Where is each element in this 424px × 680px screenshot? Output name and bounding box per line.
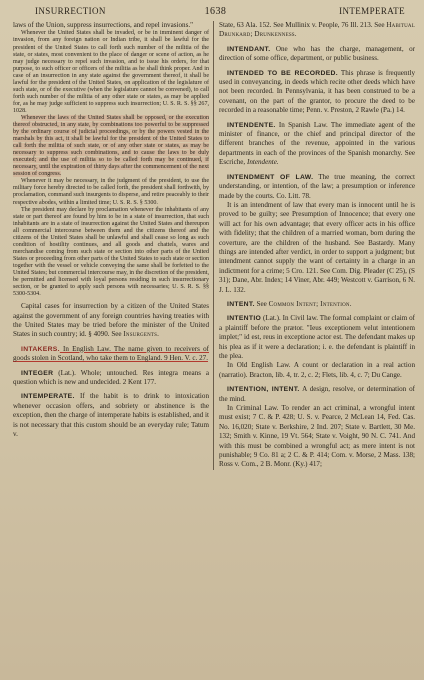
- entry-intentio: [219, 314, 415, 361]
- headword-intendant: INTENDANT.: [227, 45, 271, 53]
- entry-intendente: [219, 121, 415, 168]
- highlighted-statute-text: Whenever the laws of the United States shall be opposed, or the execution thereof obstructed, in any state, by combinations too powerful to be suppressed by the ordinary course of judicial proceedings, or by the powers vested in the marshals by this act, it shall be lawful for the president of the United States to call forth the militia of such state, or of any other state or states, as may be necessary to suppress such combinations, and to cause the laws to be duly executed; and the use of militia so to be called forth may be continued, if necessary, until the expiration of thirty days after the commencement of the next session of congress.: [13, 114, 209, 178]
- headword-intendente: INTENDENTE.: [227, 121, 276, 129]
- intendente-italic-ref: Intendente.: [246, 158, 279, 167]
- cross-ref-drunkenness: Drunkenness.: [254, 30, 297, 39]
- intended-definition: This phrase is frequently used in conveyancing, in deeds which recite other deeds which have not been recorded. In Pennsylvania, it has been construed to be a covenant, on the part of the grantor, to procure the deed to be recorded in a reasonable time; Penn. v. Preston, 2 Rawle (Pa.) 14.: [219, 68, 415, 115]
- entry-intakers: [13, 345, 209, 364]
- intentio-lang: (Lat.).: [261, 314, 281, 323]
- statute-para-commerce: The president may declare by proclamation whenever the inhabitants of any state or part thereof are found by him to be in a state of insurrection, that such inhabitants are in a state of insurrection against the United States and thereupon all commercial intercourse between them and the citizens thereof and the citizens of the United States shall be unlawful and shall cease so long as such condition of hostility continues, and all goods and chattels, wares and merchandise coming from such state or section into other parts of the United States or proceeding from other parts of the United States to such state or section together with the vessel or vehicle conveying the same shall be forfeited to the United States; but commercial intercourse may, in the discretion of the president, be permitted and licensed with loyal persons residing in such insurrectionary section, or be granted to apply such persons with necessaries; U. S. R. S. §§ 5300-5304.: [13, 206, 209, 298]
- running-head: [13, 6, 415, 19]
- entry-intemperate: [13, 392, 209, 439]
- two-column-body: [13, 21, 415, 470]
- intakers-definition: In English Law. The name given to receivers of goods stolen in Scotland, who take them to England. 9 Hen. V. c. 27.: [13, 344, 209, 363]
- right-column: [214, 21, 415, 470]
- left-column: [13, 21, 214, 470]
- cross-ref-habitual-drunkard: Habitual Drunkard;: [219, 21, 415, 39]
- header-right-word: INTEMPERATE: [339, 6, 405, 16]
- intention-para-2: In Criminal Law. To render an act criminal, a wrongful intent must exist; 7 C. & P. 428; U. S. v. Pearce, 2 McLean 14, Fed. Cas. No. 16,020; State v. Berkshire, 2 Ind. 207; State v. Bartlett, 30 Me. 132; Smith v. Kinne, 19 Vt. 564; State v. Voight, 90 N. C. 741. And with this must be combined a wrongful act; as mere intent is not punishable; 9 Co. 81 a; 2 C. & P. 414; Com. v. Morse, 2 Mass. 138; Ross v. Com., 2 B. Monr. (Ky.) 417;: [219, 404, 415, 469]
- intent-see: See: [254, 299, 269, 308]
- headword-intemperate: INTEMPERATE.: [21, 393, 75, 401]
- intendment-definition: The true meaning, the correct understanding, or intention, of the law; a presumption or inference made by the courts. Co. Litt. 78.: [219, 172, 415, 200]
- capital-cases-text: Capital cases for insurrection by a citizen of the United States against the government of any foreign countries having treaties with the United States may be tried before the minister of the United States in such country; id. § 4090. See: [13, 302, 209, 339]
- entry-integer: [13, 369, 209, 388]
- headword-integer: INTEGER: [21, 369, 54, 377]
- continuation-text: State, 63 Ala. 152. See Mullinix v. People, 76 Ill. 213. See: [219, 21, 387, 29]
- statute-para-invasion: Whenever the United States shall be invaded, or be in imminent danger of invasion, from any foreign nation or Indian tribe, it shall be lawful for the president of the United States to call forth such number of the militia of the state, or states, most convenient to the place of danger or scene of action, as he may judge necessary to repel such invasion, and to issue his orders, for that purpose, to such officer or officers of the militia as he shall think proper. And in case of an insurrection in any state against the government thereof, it shall be lawful for the president of the United States, on application of the legislature of such state, or of the executive (when the legislature cannot be convened), to call forth such number of the militia of any other state or states, as may be applied for, as he may judge sufficient to suppress such insurrection; U. S. R. S. §§ 267, 1028.: [13, 30, 209, 114]
- intendment-para-2: It is an intendment of law that every man is innocent until he is proved to be guilty; see Presumption of Innocence; that every one will act for his own advantage; that every officer acts in his office with fidelity; that the children of a married woman, born during the coverture, are the children of the husband. See Bastardy. Many things are intended after verdict, in order to support a judgment; but intendment cannot supply the want of certainty in a charge in an indictment for a crime; 5 Cro. 121. See Com. Dig. Pleader (C 25), (S 31); Dane, Abr. Index; 14 Viner, Abr. 449; Westcott v. Garrison, 6 N. J. L. 132.: [219, 200, 415, 294]
- intemperate-definition: If the habit is to drink to intoxication whenever occasion offers, and sobriety or abstinence is the exception, then the charge of intemperate habits is established, and it is not necessary that this custom should be an everyday rule; Tatum v.: [13, 392, 209, 439]
- intentio-para-2: In Old English Law. A count or declaration in a real action (narratio). Bracton, lib. 4, tr. 2, c. 2; Flets, lib. 4, c. 7; Du Cange.: [219, 361, 415, 379]
- intendant-definition: One who has the charge, management, or direction of some office, department, or public business.: [219, 44, 415, 63]
- integer-lang: (Lat.).: [53, 368, 76, 377]
- integer-definition: Whole; untouched. Res integra means a question which is new and undecided. 2 Kent 177.: [13, 368, 209, 387]
- entry-intended-to-be-recorded: [219, 69, 415, 116]
- headword-intent: INTENT.: [227, 300, 255, 308]
- statute-para-opposition: [13, 115, 209, 178]
- entry-intendment-of-law: [219, 173, 415, 201]
- page-number: 1638: [204, 6, 227, 17]
- right-continuation-para: [219, 21, 415, 40]
- intention-definition: A design, resolve, or determination of the mind.: [219, 385, 415, 403]
- statute-para-proclamation: Whenever it may be necessary, in the judgment of the president, to use the military force hereby directed to be called forth, the president shall forthwith, by proclamation, command such insurgents to disperse, and retire peaceably to their respective abodes, within a limited time; U. S. R. S. § 5300.: [13, 178, 209, 206]
- left-continuation-para: laws of the Union, suppress insurrections, and repel invasions.": [13, 21, 194, 29]
- header-left-word: INSURRECTION: [35, 6, 106, 16]
- headword-intakers: INTAKERS.: [21, 345, 60, 353]
- intendente-definition: In Spanish Law. The immediate agent of the minister of finance, or the chief and principal director of the different branches of the revenue, appointed in the various departments in each of the provinces of the Spanish monarchy. See Escriche,: [219, 120, 415, 167]
- headword-intention-intent: INTENTION, INTENT.: [227, 386, 300, 394]
- headword-intendment-of-law: INTENDMENT OF LAW.: [227, 173, 314, 181]
- entry-intent: [219, 300, 415, 309]
- capital-cases-para: [13, 302, 209, 340]
- intentio-definition: In Civil law. The formal complaint or claim of a plaintiff before the prætor. "Ieus exceptionem velut intentionem implet;" id est, reus in exceptione actor est. The defendant makes up his plea as if it were a declaration; i. e. the defendant is plaintiff in the plea.: [219, 314, 416, 360]
- cross-ref-insurgents: Insurgents.: [123, 330, 160, 339]
- headword-intentio: INTENTIO: [227, 315, 262, 323]
- entry-intention-intent: [219, 385, 415, 404]
- entry-intendant: [219, 45, 415, 64]
- cross-ref-common-intent: Common Intent; Intention.: [268, 299, 352, 308]
- headword-intended-to-be-recorded: INTENDED TO BE RECORDED.: [227, 69, 338, 77]
